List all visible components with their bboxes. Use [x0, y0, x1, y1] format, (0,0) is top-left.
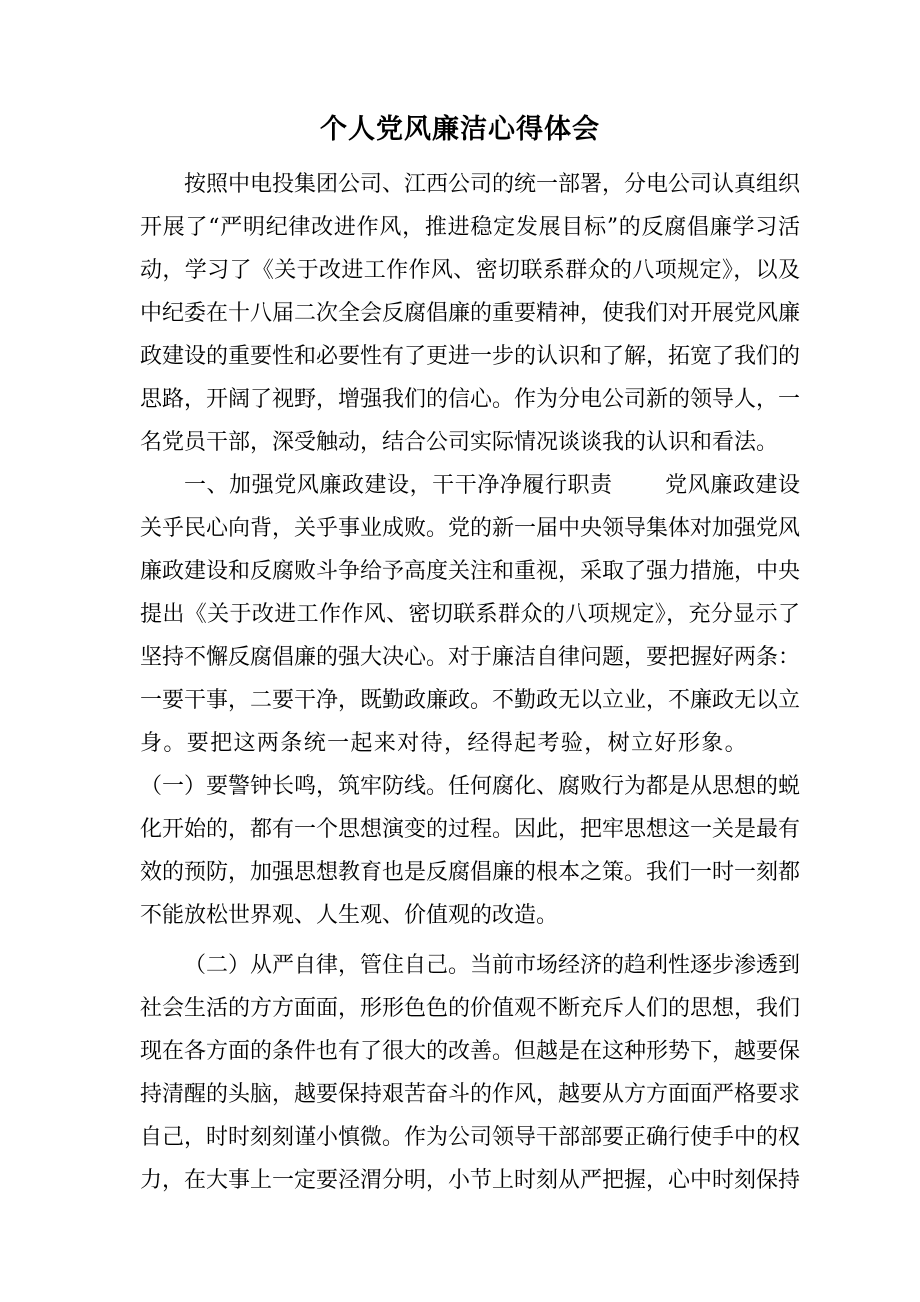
section-1-heading: 一、加强党风廉政建设，干干净净履行职责 [184, 473, 613, 498]
paragraph-section-1 [140, 464, 800, 937]
document-title: 个人党风廉洁心得体会 [320, 114, 600, 145]
document-body [140, 163, 800, 1202]
paragraph-intro: 按照中电投集团公司、江西公司的统一部署，分电公司认真组织开展了“严明纪律改进作风，推进稳定发展目标”的反腐倡廉学习活动，学习了《关于改进工作作风、密切联系群众的八项规定》，以及中纪委在十八届二次全会反腐倡廉的重要精神，使我们对开展党风廉政建设的重要性和必要性有了更进一步的认识和了解，拓宽了我们的思路，开阔了视野，增强我们的信心。作为分电公司新的领导人，一名党员干部，深受触动，结合公司实际情况谈谈我的认识和看法。 [140, 172, 801, 455]
section-1-text: 党风廉政建设关乎民心向背，关乎事业成败。党的新一届中央领导集体对加强党风廉政建设和反腐败斗争给予高度关注和重视，采取了强力措施，中央提出《关于改进工作作风、密切联系群众的八项规定》，充分显示了坚持不懈反腐倡廉的强大决心。对于廉洁自律问题，要把握好两条：一要干事，二要干净，既勤政廉政。不勤政无以立业，不廉政无以立身。要把这两条统一起来对待，经得起考验，树立好形象。 [140, 473, 801, 756]
paragraph-section-2: （二）从严自律，管住自己。当前市场经济的趋利性逐步渗透到社会生活的方方面面，形形色色的价值观不断充斥人们的思想，我们现在各方面的条件也有了很大的改善。但越是在这种形势下，越要保持清醒的头脑，越要保持艰苦奋斗的作风，越要从方方面面严格要求自己，时时刻刻谨小慎微。作为公司领导干部部要正确行使手中的权力，在大事上一定要泾渭分明，小节上时刻从严把握，心中时刻保持 [140, 953, 801, 1193]
section-1-subpoint: （一）要警钟长鸣，筑牢防线。任何腐化、腐败行为都是从思想的蜕化开始的，都有一个思想演变的过程。因此，把牢思想这一关是最有效的预防，加强思想教育也是反腐倡廉的根本之策。我们一时一刻都不能放松世界观、人生观、价值观的改造。 [140, 774, 801, 928]
